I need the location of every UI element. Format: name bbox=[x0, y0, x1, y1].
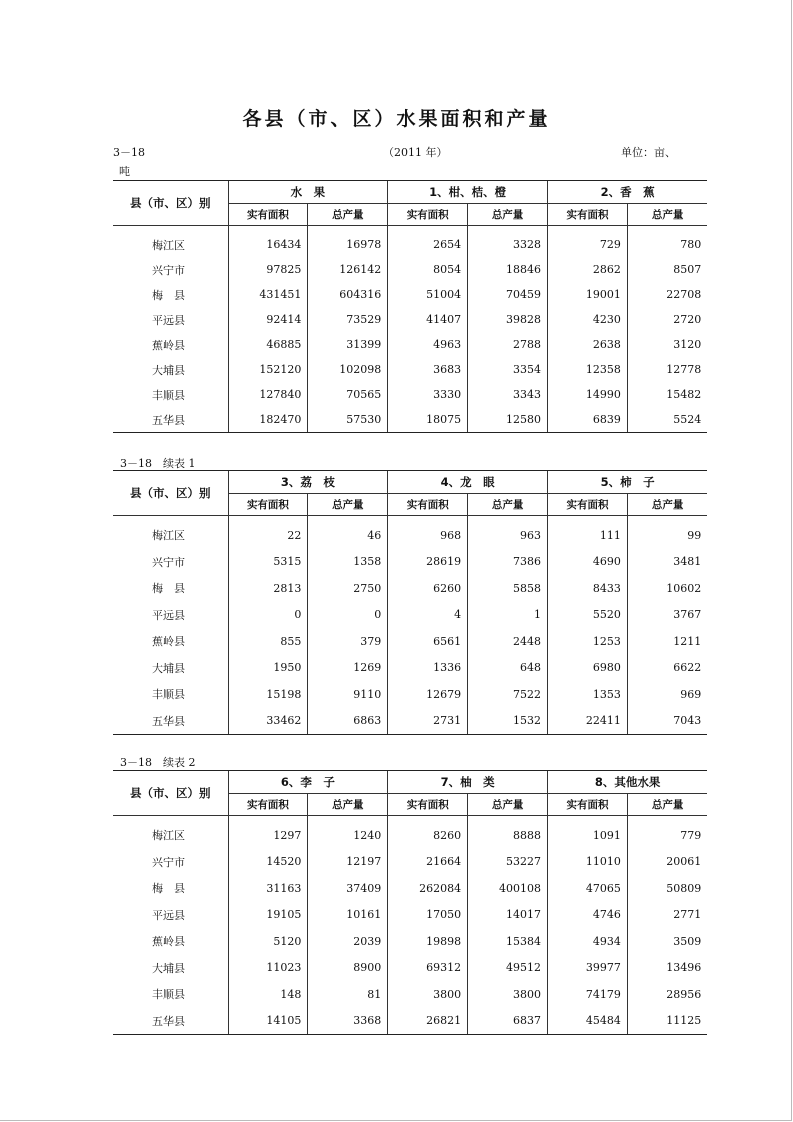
value-cell: 779 bbox=[627, 822, 707, 849]
sub-header-output: 总产量 bbox=[308, 204, 388, 226]
value-cell: 3330 bbox=[388, 382, 468, 407]
value-cell: 3120 bbox=[627, 332, 707, 357]
sub-header-output: 总产量 bbox=[627, 794, 707, 816]
value-cell: 4934 bbox=[548, 928, 628, 955]
table-row bbox=[113, 1008, 707, 1035]
sub-header-area: 实有面积 bbox=[388, 794, 468, 816]
county-name: 五华县 bbox=[113, 708, 228, 735]
county-name: 五华县 bbox=[113, 407, 228, 433]
value-cell: 12778 bbox=[627, 357, 707, 382]
value-cell: 2750 bbox=[308, 575, 388, 602]
value-cell: 2771 bbox=[627, 902, 707, 929]
value-cell: 4746 bbox=[548, 902, 628, 929]
value-cell: 729 bbox=[548, 232, 628, 257]
value-cell: 1353 bbox=[548, 681, 628, 708]
county-name: 平远县 bbox=[152, 313, 185, 327]
value-cell: 3481 bbox=[627, 549, 707, 576]
value-cell: 22708 bbox=[627, 282, 707, 307]
table-row bbox=[113, 307, 707, 332]
sub-header-area: 实有面积 bbox=[228, 494, 308, 516]
value-cell: 39977 bbox=[548, 955, 628, 982]
value-cell: 8507 bbox=[627, 257, 707, 282]
county-name: 大埔县 bbox=[152, 961, 185, 975]
value-cell: 8054 bbox=[388, 257, 468, 282]
value-cell: 7386 bbox=[468, 549, 548, 576]
table-id: 3－18 bbox=[113, 146, 145, 159]
value-cell: 1 bbox=[468, 602, 548, 629]
value-cell: 14520 bbox=[228, 849, 308, 876]
value-cell: 97825 bbox=[228, 257, 308, 282]
table-row bbox=[113, 407, 707, 433]
sub-header-output: 总产量 bbox=[468, 204, 548, 226]
row-header: 县（市、区）别 bbox=[113, 771, 228, 816]
value-cell: 53227 bbox=[468, 849, 548, 876]
value-cell: 3767 bbox=[627, 602, 707, 629]
value-cell: 46885 bbox=[228, 332, 308, 357]
value-cell: 10602 bbox=[627, 575, 707, 602]
value-cell: 22411 bbox=[548, 708, 628, 735]
value-cell: 5858 bbox=[468, 575, 548, 602]
value-cell: 1269 bbox=[308, 655, 388, 682]
value-cell: 28956 bbox=[627, 981, 707, 1008]
value-cell: 11010 bbox=[548, 849, 628, 876]
value-cell: 1091 bbox=[548, 822, 628, 849]
sub-header-area: 实有面积 bbox=[228, 794, 308, 816]
group-header: 8、其他水果 bbox=[548, 771, 708, 794]
value-cell: 16978 bbox=[308, 232, 388, 257]
value-cell: 3328 bbox=[468, 232, 548, 257]
table-row bbox=[113, 602, 707, 629]
page-title: 各县（市、区）水果面积和产量 bbox=[242, 108, 551, 130]
value-cell: 21664 bbox=[388, 849, 468, 876]
value-cell: 1240 bbox=[308, 822, 388, 849]
group-header: 水 果 bbox=[228, 181, 388, 204]
value-cell: 5520 bbox=[548, 602, 628, 629]
sub-header-output: 总产量 bbox=[468, 794, 548, 816]
value-cell: 22 bbox=[228, 522, 308, 549]
value-cell: 963 bbox=[468, 522, 548, 549]
table-row bbox=[113, 522, 707, 549]
group-header: 5、柿 子 bbox=[548, 471, 708, 494]
table-unit: 单位：亩、 bbox=[621, 146, 676, 159]
value-cell: 3509 bbox=[627, 928, 707, 955]
table-row bbox=[113, 357, 707, 382]
value-cell: 126142 bbox=[308, 257, 388, 282]
value-cell: 604316 bbox=[308, 282, 388, 307]
county-name: 丰顺县 bbox=[152, 388, 185, 402]
table-row bbox=[113, 575, 707, 602]
value-cell: 4963 bbox=[388, 332, 468, 357]
county-name: 梅 县 bbox=[152, 288, 185, 302]
county-name: 梅江区 bbox=[152, 529, 185, 543]
value-cell: 28619 bbox=[388, 549, 468, 576]
value-cell: 11023 bbox=[228, 955, 308, 982]
value-cell: 379 bbox=[308, 628, 388, 655]
table-row bbox=[113, 822, 707, 849]
value-cell: 13496 bbox=[627, 955, 707, 982]
fruit-table-continued-2 bbox=[113, 770, 707, 1035]
value-cell: 1950 bbox=[228, 655, 308, 682]
county-name: 平远县 bbox=[152, 608, 185, 622]
value-cell: 152120 bbox=[228, 357, 308, 382]
value-cell: 46 bbox=[308, 522, 388, 549]
value-cell: 102098 bbox=[308, 357, 388, 382]
value-cell: 148 bbox=[228, 981, 308, 1008]
value-cell: 2448 bbox=[468, 628, 548, 655]
county-name: 梅江区 bbox=[152, 829, 185, 843]
group-header: 6、李 子 bbox=[228, 771, 388, 794]
value-cell: 18075 bbox=[388, 407, 468, 433]
table-row bbox=[113, 628, 707, 655]
sub-header-output: 总产量 bbox=[627, 204, 707, 226]
value-cell: 51004 bbox=[388, 282, 468, 307]
table-row bbox=[113, 282, 707, 307]
value-cell: 6260 bbox=[388, 575, 468, 602]
value-cell: 7043 bbox=[627, 708, 707, 735]
value-cell: 3683 bbox=[388, 357, 468, 382]
value-cell: 4 bbox=[388, 602, 468, 629]
value-cell: 431451 bbox=[228, 282, 308, 307]
value-cell: 16434 bbox=[228, 232, 308, 257]
value-cell: 57530 bbox=[308, 407, 388, 433]
table-row bbox=[113, 382, 707, 407]
value-cell: 14105 bbox=[228, 1008, 308, 1035]
value-cell: 12358 bbox=[548, 357, 628, 382]
sub-header-area: 实有面积 bbox=[228, 204, 308, 226]
table-row bbox=[113, 928, 707, 955]
value-cell: 19898 bbox=[388, 928, 468, 955]
value-cell: 15384 bbox=[468, 928, 548, 955]
county-name: 蕉岭县 bbox=[152, 635, 185, 649]
value-cell: 2720 bbox=[627, 307, 707, 332]
county-name: 梅 县 bbox=[152, 882, 185, 896]
value-cell: 2731 bbox=[388, 708, 468, 735]
value-cell: 6561 bbox=[388, 628, 468, 655]
fruit-table-continued-1 bbox=[113, 470, 707, 735]
value-cell: 50809 bbox=[627, 875, 707, 902]
value-cell: 6837 bbox=[468, 1008, 548, 1035]
value-cell: 33462 bbox=[228, 708, 308, 735]
value-cell: 73529 bbox=[308, 307, 388, 332]
value-cell: 2862 bbox=[548, 257, 628, 282]
group-header: 2、香 蕉 bbox=[548, 181, 708, 204]
county-name: 五华县 bbox=[113, 1008, 228, 1035]
value-cell: 1336 bbox=[388, 655, 468, 682]
value-cell: 0 bbox=[308, 602, 388, 629]
table-row bbox=[113, 955, 707, 982]
value-cell: 3800 bbox=[468, 981, 548, 1008]
value-cell: 182470 bbox=[228, 407, 308, 433]
fruit-table-main bbox=[113, 180, 707, 433]
table-row bbox=[113, 332, 707, 357]
value-cell: 1253 bbox=[548, 628, 628, 655]
value-cell: 70565 bbox=[308, 382, 388, 407]
table-row bbox=[113, 681, 707, 708]
sub-header-area: 实有面积 bbox=[548, 794, 628, 816]
value-cell: 92414 bbox=[228, 307, 308, 332]
value-cell: 69312 bbox=[388, 955, 468, 982]
value-cell: 74179 bbox=[548, 981, 628, 1008]
table-row bbox=[113, 981, 707, 1008]
row-header: 县（市、区）别 bbox=[113, 471, 228, 516]
value-cell: 81 bbox=[308, 981, 388, 1008]
sub-header-area: 实有面积 bbox=[388, 494, 468, 516]
county-name: 梅 县 bbox=[152, 582, 185, 596]
table-unit-continued: 吨 bbox=[119, 165, 130, 178]
table-id-continued-1: 3－18 续表 1 bbox=[120, 457, 196, 470]
group-header: 1、柑、桔、橙 bbox=[388, 181, 548, 204]
value-cell: 5524 bbox=[627, 407, 707, 433]
value-cell: 12580 bbox=[468, 407, 548, 433]
table-year: （2011 年） bbox=[383, 146, 448, 159]
value-cell: 6622 bbox=[627, 655, 707, 682]
value-cell: 2638 bbox=[548, 332, 628, 357]
value-cell: 14017 bbox=[468, 902, 548, 929]
value-cell: 4230 bbox=[548, 307, 628, 332]
value-cell: 45484 bbox=[548, 1008, 628, 1035]
value-cell: 20061 bbox=[627, 849, 707, 876]
value-cell: 3368 bbox=[308, 1008, 388, 1035]
county-name: 兴宁市 bbox=[152, 855, 185, 869]
sub-header-area: 实有面积 bbox=[548, 204, 628, 226]
value-cell: 5120 bbox=[228, 928, 308, 955]
value-cell: 111 bbox=[548, 522, 628, 549]
value-cell: 2788 bbox=[468, 332, 548, 357]
table-row bbox=[113, 232, 707, 257]
value-cell: 4690 bbox=[548, 549, 628, 576]
value-cell: 39828 bbox=[468, 307, 548, 332]
table-row bbox=[113, 655, 707, 682]
value-cell: 968 bbox=[388, 522, 468, 549]
value-cell: 70459 bbox=[468, 282, 548, 307]
value-cell: 780 bbox=[627, 232, 707, 257]
value-cell: 400108 bbox=[468, 875, 548, 902]
sub-header-area: 实有面积 bbox=[388, 204, 468, 226]
value-cell: 37409 bbox=[308, 875, 388, 902]
table-row bbox=[113, 549, 707, 576]
value-cell: 12679 bbox=[388, 681, 468, 708]
value-cell: 3354 bbox=[468, 357, 548, 382]
value-cell: 8260 bbox=[388, 822, 468, 849]
value-cell: 26821 bbox=[388, 1008, 468, 1035]
value-cell: 15198 bbox=[228, 681, 308, 708]
row-header: 县（市、区）别 bbox=[113, 181, 228, 226]
value-cell: 6839 bbox=[548, 407, 628, 433]
table-id-continued-2: 3－18 续表 2 bbox=[120, 756, 196, 769]
value-cell: 99 bbox=[627, 522, 707, 549]
table-row bbox=[113, 875, 707, 902]
county-name: 兴宁市 bbox=[152, 263, 185, 277]
table-row bbox=[113, 849, 707, 876]
value-cell: 49512 bbox=[468, 955, 548, 982]
value-cell: 11125 bbox=[627, 1008, 707, 1035]
value-cell: 0 bbox=[228, 602, 308, 629]
value-cell: 1358 bbox=[308, 549, 388, 576]
value-cell: 17050 bbox=[388, 902, 468, 929]
value-cell: 969 bbox=[627, 681, 707, 708]
sub-header-output: 总产量 bbox=[468, 494, 548, 516]
value-cell: 6863 bbox=[308, 708, 388, 735]
value-cell: 18846 bbox=[468, 257, 548, 282]
county-name: 丰顺县 bbox=[152, 988, 185, 1002]
value-cell: 3800 bbox=[388, 981, 468, 1008]
value-cell: 6980 bbox=[548, 655, 628, 682]
group-header: 7、柚 类 bbox=[388, 771, 548, 794]
value-cell: 10161 bbox=[308, 902, 388, 929]
county-name: 蕉岭县 bbox=[152, 935, 185, 949]
value-cell: 8433 bbox=[548, 575, 628, 602]
value-cell: 7522 bbox=[468, 681, 548, 708]
county-name: 丰顺县 bbox=[152, 688, 185, 702]
county-name: 兴宁市 bbox=[152, 555, 185, 569]
value-cell: 19001 bbox=[548, 282, 628, 307]
value-cell: 127840 bbox=[228, 382, 308, 407]
value-cell: 8888 bbox=[468, 822, 548, 849]
value-cell: 9110 bbox=[308, 681, 388, 708]
value-cell: 12197 bbox=[308, 849, 388, 876]
county-name: 蕉岭县 bbox=[152, 338, 185, 352]
county-name: 大埔县 bbox=[152, 363, 185, 377]
table-row bbox=[113, 708, 707, 735]
value-cell: 1297 bbox=[228, 822, 308, 849]
county-name: 大埔县 bbox=[152, 661, 185, 675]
value-cell: 15482 bbox=[627, 382, 707, 407]
value-cell: 648 bbox=[468, 655, 548, 682]
table-row bbox=[113, 257, 707, 282]
value-cell: 855 bbox=[228, 628, 308, 655]
value-cell: 262084 bbox=[388, 875, 468, 902]
value-cell: 19105 bbox=[228, 902, 308, 929]
value-cell: 5315 bbox=[228, 549, 308, 576]
value-cell: 14990 bbox=[548, 382, 628, 407]
value-cell: 41407 bbox=[388, 307, 468, 332]
value-cell: 2813 bbox=[228, 575, 308, 602]
group-header: 3、荔 枝 bbox=[228, 471, 388, 494]
county-name: 梅江区 bbox=[152, 238, 185, 252]
value-cell: 31163 bbox=[228, 875, 308, 902]
value-cell: 8900 bbox=[308, 955, 388, 982]
value-cell: 2654 bbox=[388, 232, 468, 257]
value-cell: 31399 bbox=[308, 332, 388, 357]
value-cell: 3343 bbox=[468, 382, 548, 407]
group-header: 4、龙 眼 bbox=[388, 471, 548, 494]
table-row bbox=[113, 902, 707, 929]
county-name: 平远县 bbox=[152, 908, 185, 922]
sub-header-output: 总产量 bbox=[308, 494, 388, 516]
value-cell: 2039 bbox=[308, 928, 388, 955]
value-cell: 47065 bbox=[548, 875, 628, 902]
sub-header-output: 总产量 bbox=[627, 494, 707, 516]
value-cell: 1211 bbox=[627, 628, 707, 655]
sub-header-output: 总产量 bbox=[308, 794, 388, 816]
sub-header-area: 实有面积 bbox=[548, 494, 628, 516]
value-cell: 1532 bbox=[468, 708, 548, 735]
